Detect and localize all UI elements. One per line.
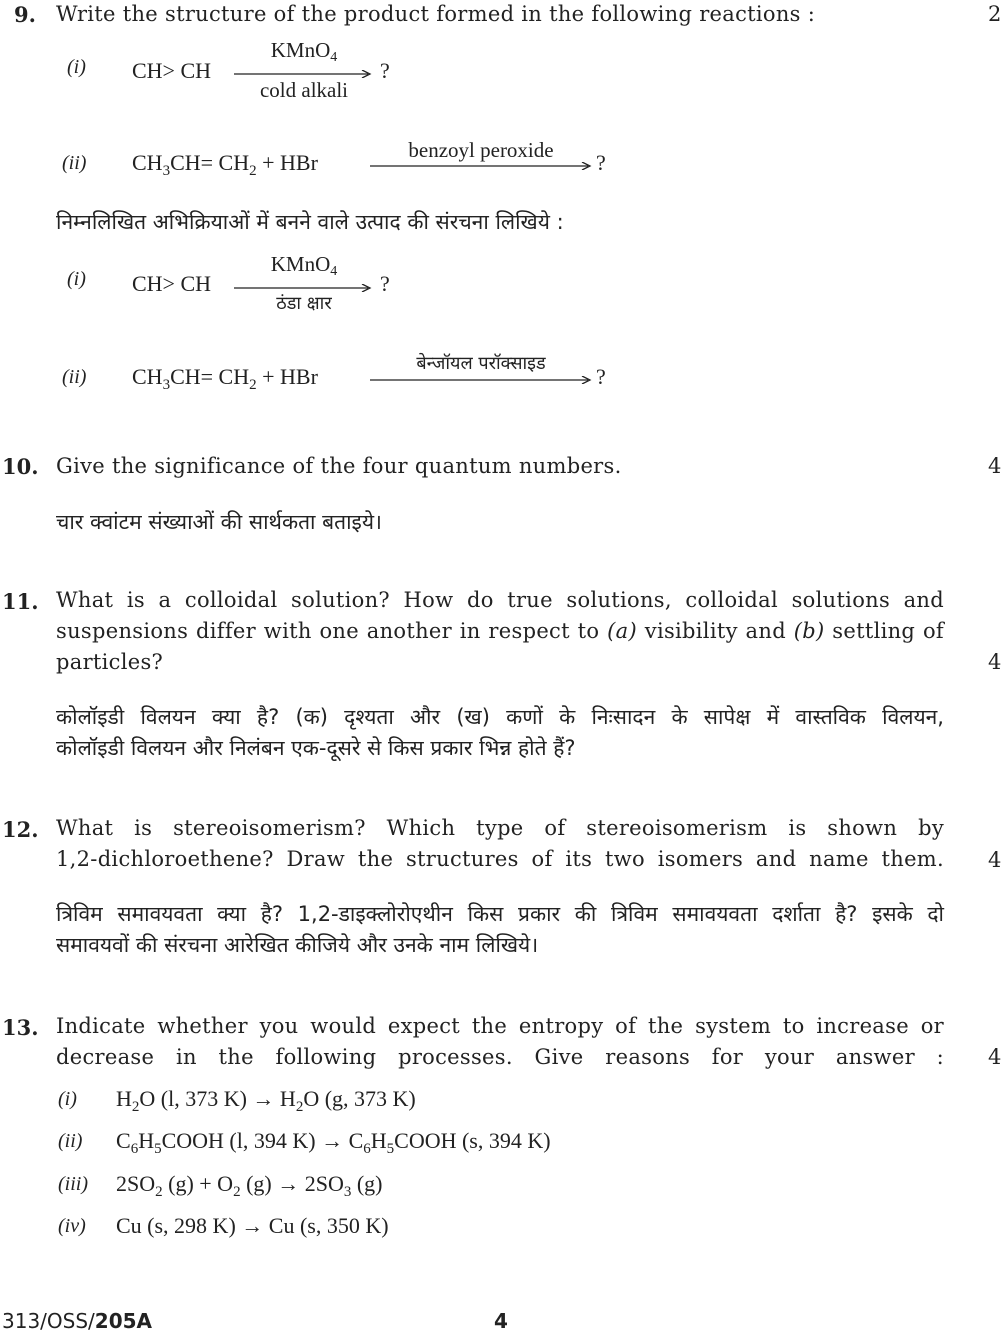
- marks: 4: [988, 454, 1002, 478]
- item-label: (iv): [58, 1215, 86, 1237]
- product: ?: [380, 58, 390, 83]
- question-text-hindi: कोलॉइडी विलयन क्या है? (क) दृश्यता और (ख) कणों के निःसादन के सापेक्ष में वास्तविक विलयन, कोलॉइडी विलयन और निलंबन एक-दूसरे से किस प्रकार भिन्न होते हैं?: [56, 705, 944, 760]
- item-label: (i): [58, 1088, 77, 1110]
- item-label: (ii): [62, 152, 87, 174]
- question-text: What is stereoisomerism? Which type of stereoisomerism is shown by 1,2-dichloroethene? Draw the structures of its two isomers and name them.: [56, 816, 944, 871]
- reactant: $CH_3CH= CH_2$ + HBr: [132, 364, 318, 393]
- reaction-arrow: [232, 38, 376, 102]
- arrow-icon: [368, 376, 594, 384]
- question-text: What is a colloidal solution? How do true solutions, colloidal solutions and suspensions differ with one another in respect to (a) visibility and (b) settling of particles?: [56, 588, 944, 674]
- arrow-reagent: बेन्जॉयल परॉक्साइड: [416, 353, 546, 374]
- question-number: 9.: [14, 2, 36, 27]
- page-number: 4: [494, 1309, 508, 1333]
- paper-code: 313/OSS/205A: [2, 1309, 153, 1333]
- marks: 4: [988, 848, 1002, 872]
- item-label: (iii): [58, 1173, 88, 1195]
- arrow-condition: ठंडा क्षार: [276, 293, 332, 314]
- reactant: CH> CH: [132, 58, 212, 83]
- question-number: 12.: [2, 817, 39, 842]
- item-label: (ii): [58, 1130, 83, 1152]
- product: ?: [380, 271, 390, 296]
- process-equation: $C_6H_5COOH$ (l, 394 $K) \to C_6H_5COOH$ (s, 394 K): [116, 1128, 551, 1157]
- question-text-hindi: चार क्वांटम संख्याओं की सार्थकता बताइये।: [56, 510, 383, 534]
- question-text-hindi: निम्नलिखित अभिक्रियाओं में बनने वाले उत्पाद की संरचना लिखिये :: [56, 210, 564, 234]
- reactant: CH> CH: [132, 271, 212, 296]
- question-text: Indicate whether you would expect the entropy of the system to increase or decrease in the following processes. Give reasons for your answer :: [56, 1014, 944, 1069]
- item-label: (i): [67, 56, 86, 78]
- product: ?: [596, 364, 606, 389]
- product: ?: [596, 150, 606, 175]
- item-label: (i): [67, 268, 86, 290]
- process-equation: $H_2O$ (l, 373 $K) \to H_2O$ (g, 373 K): [116, 1086, 416, 1115]
- marks: 2: [988, 2, 1002, 26]
- arrow-reagent: KMnO$_4$: [270, 38, 338, 65]
- question-text: Write the structure of the product formed in the following reactions :: [56, 2, 816, 26]
- arrow-reagent: benzoyl peroxide: [408, 138, 554, 162]
- arrow-icon: [232, 70, 376, 78]
- process-equation: $2SO_2$ $(g) + O_2$ $(g) \to 2SO_3$ (g): [116, 1171, 383, 1200]
- question-text-hindi: त्रिविम समावयवता क्या है? 1,2-डाइक्लोरोएथीन किस प्रकार की त्रिविम समावयवता दर्शाता है? इसके दो समावयवों की संरचना आरेखित कीजिये और उनके नाम लिखिये।: [56, 902, 944, 957]
- arrow-icon: [368, 162, 594, 170]
- reactant: $CH_3CH= CH_2$ + HBr: [132, 150, 318, 179]
- process-equation: Cu (s, 298 K) → Cu (s, 350 K): [116, 1213, 389, 1238]
- item-label: (ii): [62, 366, 87, 388]
- arrow-icon: [232, 284, 376, 292]
- marks: 4: [988, 650, 1002, 674]
- marks: 4: [988, 1045, 1002, 1069]
- reaction-arrow: [368, 352, 594, 384]
- question-number: 13.: [2, 1015, 39, 1040]
- reaction-arrow: [368, 138, 594, 170]
- arrow-condition: cold alkali: [259, 78, 349, 102]
- question-number: 10.: [2, 454, 39, 479]
- reaction-arrow: [232, 252, 376, 316]
- arrow-reagent: KMnO$_4$: [270, 252, 338, 279]
- question-text: Give the significance of the four quantum numbers.: [56, 454, 622, 478]
- question-number: 11.: [2, 589, 39, 614]
